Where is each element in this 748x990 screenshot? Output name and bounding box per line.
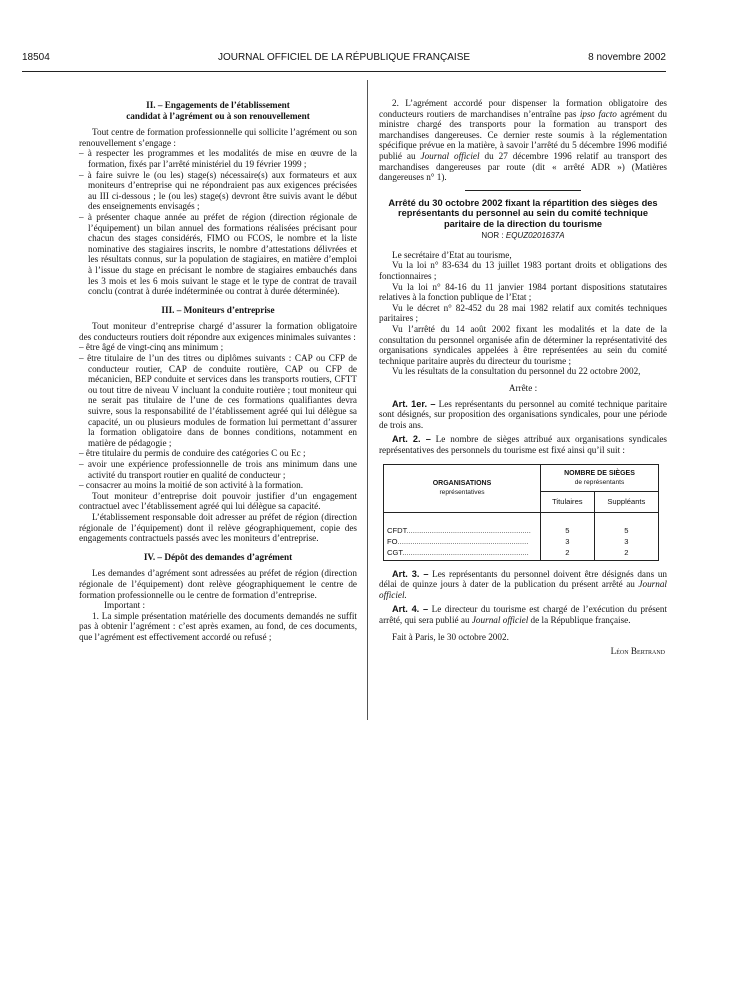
text-run: du 27 décembre 1996 relatif au transport des marchandises dangereuses par route (dit « arrêté ADR ») (Matières dangereuses n° 1). <box>379 150 668 183</box>
section-4-paragraph: Les demandes d’agrément sont adressées au préfet de région (direction régionale de l’équipement) dont relève géographiquement le centre de formation professionnelle ou le centre de formation d’entreprise. <box>79 568 357 600</box>
section-2-item: – à présenter chaque année au préfet de région (direction régionale de l’équipement) un bilan annuel des formations réalisées précisant pour chacun des stages considérés, FIMO ou FCOS, le nombre et la liste nominative des stagiaires inscrits, le nombre d’attestations délivrées et les résultats connus, sur la population de stagiaires, en matière d’emploi à l’issue du stage en précisant le nombre de stagiaires embauchés dans les 3 mois et les 6 mois suivant le stage et le type de contrat de travail conclu (contrat à durée indéterminée ou contrat à durée déterminée). <box>79 211 357 297</box>
text-run-italic: Journal officiel <box>420 150 480 161</box>
section-3-paragraph: L’établissement responsable doit adresser au préfet de région (direction régionale de l’équipement) dont il relève géographiquement, copie des engagements contractuels passés avec les moniteurs d’entreprise. <box>79 511 357 544</box>
titulaires-cell <box>541 512 595 560</box>
nor-reference <box>379 231 667 242</box>
seat-count: 3 <box>624 536 629 546</box>
header-subtext: de représentants <box>574 478 625 486</box>
right-column <box>379 98 667 657</box>
section-3-title-text: III. – Moniteurs d’entreprise <box>161 304 275 315</box>
dot-leader: .............................................................. <box>397 536 529 546</box>
section-2-intro: Tout centre de formation professionnelle qui sollicite l’agrément ou son renouvellement s’engage : <box>79 127 357 148</box>
suppleants-cell <box>594 512 658 560</box>
organisation-row <box>387 525 537 536</box>
organisation-name: FO <box>387 536 398 546</box>
seat-count: 5 <box>624 525 629 535</box>
organisation-name: CFDT <box>387 525 407 535</box>
header-text: NOMBRE DE SIÈGES <box>564 469 635 477</box>
article-text: Le directeur du tourisme est chargé de l’exécution du présent arrêté, qui sera publié au <box>379 604 667 625</box>
column-header-titulaires: Titulaires <box>541 491 595 512</box>
nor-label: NOR : <box>481 231 506 241</box>
article-text: Les représentants du personnel au comité technique paritaire sont désignés, sur proposition des organisations syndicales, pour une période de trois ans. <box>379 398 667 430</box>
column-header-seats <box>541 464 659 491</box>
text-run-italic: ipso facto <box>579 108 617 119</box>
fait-a-paris: Fait à Paris, le 30 octobre 2002. <box>392 631 509 642</box>
section-3-item: – être titulaire du permis de conduire des catégories C ou Ec ; <box>79 448 306 459</box>
section-2-title-line1: II. – Engagements de l’établissement <box>146 100 290 110</box>
section-2-title-line2: candidat à l’agrément ou à son renouvellement <box>126 110 310 121</box>
article-text-italic: Journal officiel. <box>379 579 667 600</box>
article-1 <box>379 399 667 431</box>
section-2-item: – à faire suivre le (ou les) stage(s) nécessaire(s) aux formateurs et aux moniteurs d’entreprise qui ne répondraient pas aux exigences précisées au III ci-dessous ; le (ou les) stage(s) devront être suivis avant le début des enseignements envisagés ; <box>79 169 357 212</box>
page-header <box>22 52 666 66</box>
column-divider <box>367 80 368 720</box>
visa: Vu le décret n° 82-452 du 28 mai 1982 relatif aux comités techniques paritaires ; <box>379 302 667 324</box>
signature: Léon Bertrand <box>610 646 665 657</box>
table-body-row <box>384 512 659 560</box>
article-text: Le nombre de sièges attribué aux organisations syndicales représentatives des personnels du tourisme est fixé ainsi qu’il suit : <box>379 434 667 455</box>
visa: Vu l’arrêté du 14 août 2002 fixant les modalités et la date de la consultation du personnel organisée afin de déterminer la représentativité des organisations syndicales appelées à être représentées au sein du comité technique paritaire auprès du directeur du tourisme ; <box>379 324 667 366</box>
header-text: ORGANISATIONS <box>432 480 492 488</box>
arrete-word: Arrête : <box>508 382 538 393</box>
column-header-suppleants: Suppléants <box>594 491 658 512</box>
visa: Vu la loi n° 83-634 du 13 juillet 1983 portant droits et obligations des fonctionnaires ; <box>379 260 667 282</box>
section-3-paragraph: Tout moniteur d’entreprise doit pouvoir justifier d’un engagement contractuel avec l’établissement agréé qui lui délègue sa capacité. <box>79 490 357 512</box>
section-3-item: – être titulaire de l’un des titres ou diplômes suivants : CAP ou CFP de conducteur routier, CAP de conduite routière, CAP ou CFP de mécanicien, BEP conduite et services dans les transports routiers, CFTT ou tout titre de niveau V incluant la conduite routière ; tout moniteur qui ne serait pas titulaire de l’une de ces formations qualifiantes devra suivre, sous la responsabilité de l’établissement agréé qui lui délègue sa capacité, un ou plusieurs modules de formation lui permettant d’assurer la formation obligatoire dans de bonnes conditions, notamment en matière de pédagogie ; <box>79 353 357 448</box>
left-column <box>79 98 357 643</box>
header-subtext: représentatives <box>439 489 485 497</box>
table-header-row <box>384 464 659 491</box>
article-4 <box>379 604 667 625</box>
section-3-intro: Tout moniteur d’entreprise chargé d’assurer la formation obligatoire des conducteurs routiers doit répondre aux exigences minimales suivantes : <box>79 321 357 342</box>
article-text: de la République française. <box>528 614 631 625</box>
visa: Le secrétaire d’Etat au tourisme, <box>392 249 512 260</box>
section-4-title <box>79 552 357 563</box>
article-text-italic: Journal officiel <box>471 614 529 625</box>
arrete-title: Arrêté du 30 octobre 2002 fixant la répartition des sièges des représentants du personnel au sein du comité technique paritaire de la direction du tourisme <box>388 197 658 229</box>
article-3 <box>379 569 667 601</box>
nor-code: EQUZ0201637A <box>505 231 565 241</box>
seat-count: 2 <box>624 547 629 557</box>
continued-paragraph <box>379 98 667 183</box>
article-text: Les représentants du personnel doivent être désignés dans un délai de quinze jours à dater de la publication du présent arrêté au <box>379 568 668 590</box>
column-header-organisations <box>384 464 541 512</box>
issue-date: 8 novembre 2002 <box>588 52 666 63</box>
organisation-row <box>387 536 537 547</box>
text-run: agrément du ministre chargé des transports pour la formation au transport des marchandises dangereuses. Ce dernier reste soumis à la réglementation spécifique prévue en la matière, à savoir l’arrêté du 5 décembre 1996 modifié publié au <box>379 108 667 161</box>
article-label: Art. 3. – <box>392 568 429 579</box>
organisation-cell <box>384 512 541 560</box>
dot-leader: ........................................................... <box>406 525 531 535</box>
page-number: 18504 <box>22 52 50 63</box>
seats-table <box>383 464 659 561</box>
visa: Vu la loi n° 84-16 du 11 janvier 1984 portant dispositions statutaires relatives à la fonction publique de l’Etat ; <box>379 281 667 303</box>
seat-count: 3 <box>565 536 570 546</box>
section-3-item: – être âgé de vingt-cinq ans minimum ; <box>79 342 224 353</box>
section-3-item: – consacrer au moins la moitié de son activité à la formation. <box>79 480 303 491</box>
article-label: Art. 1er. – <box>392 398 436 409</box>
article-2 <box>379 434 667 455</box>
organisation-name: CGT <box>387 547 403 557</box>
seat-count: 5 <box>565 525 570 535</box>
text-run: 2. L’agrément accordé pour dispenser la formation obligatoire des conducteurs routiers de marchandises n’entraîne pas <box>379 98 667 119</box>
organisation-row <box>387 547 537 558</box>
article-label: Art. 4. – <box>392 604 429 615</box>
separator-rule <box>465 190 581 191</box>
article-label: Art. 2. – <box>392 434 431 445</box>
section-4-title-text: IV. – Dépôt des demandes d’agrément <box>143 551 293 562</box>
section-3-item: – avoir une expérience professionnelle de trois ans minimum dans une activité du transport routier en qualité de conducteur ; <box>79 459 357 480</box>
section-2-item: – à respecter les programmes et les modalités de mise en œuvre de la formation, fixés par l’arrêté ministériel du 19 février 1999 ; <box>79 148 357 169</box>
section-3-title <box>79 305 357 316</box>
dot-leader: ............................................................ <box>402 547 529 557</box>
section-4-paragraph: 1. La simple présentation matérielle des documents demandés ne suffit pas à obtenir l’agrément : c’est après examen, au fond, de ces documents, que l’agrément est effectivement accordé ou refusé ; <box>79 610 357 642</box>
seat-count: 2 <box>565 547 570 557</box>
header-rule <box>22 71 666 72</box>
visa: Vu les résultats de la consultation du personnel du 22 octobre 2002, <box>392 366 641 377</box>
section-4-important: Important : <box>104 600 146 611</box>
journal-title: JOURNAL OFFICIEL DE LA RÉPUBLIQUE FRANÇAISE <box>217 52 471 63</box>
